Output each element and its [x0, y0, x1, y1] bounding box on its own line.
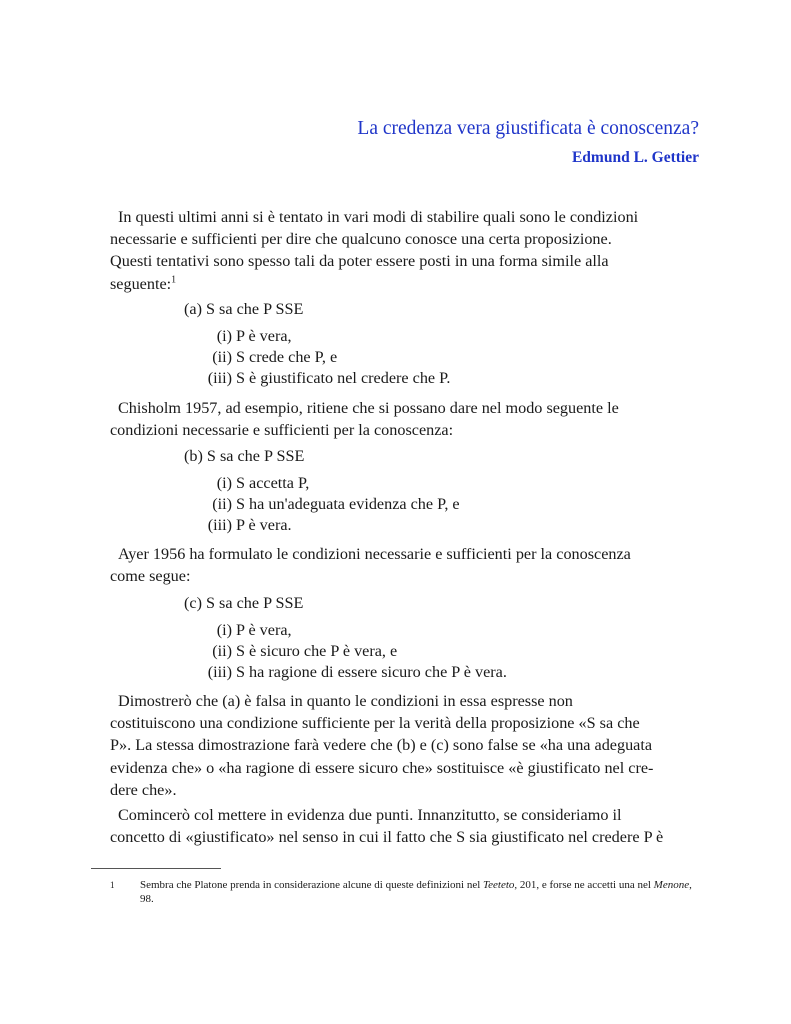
item-number: (i): [216, 327, 232, 345]
definition-b-item: [205, 515, 292, 535]
definition-c-item: [205, 641, 397, 661]
item-text: S ha ragione di essere sicuro che P è vera.: [236, 663, 507, 681]
item-text: S è sicuro che P è vera, e: [236, 642, 398, 660]
definition-a-item: [205, 368, 450, 388]
footnote-text: [140, 878, 700, 906]
definition-a-item: [205, 326, 292, 346]
text-line: Dimostrerò che (a) è falsa in quanto le condizioni in essa espresse non: [118, 692, 573, 710]
footnote-text-part: , 201, e forse ne accetti una nel: [514, 879, 654, 891]
definition-a-item: [205, 347, 337, 367]
chisholm-paragraph: [110, 397, 700, 441]
text-line: costituiscono una condizione sufficiente per la verità della proposizione «S sa che: [110, 714, 640, 733]
text-line: condizioni necessarie e sufficienti per la conoscenza:: [110, 421, 454, 440]
text-line: dere che».: [110, 780, 177, 799]
text-line: come segue:: [110, 567, 191, 586]
text-line: [110, 273, 700, 295]
item-number: (iii): [207, 369, 232, 387]
footnote-text-part: Sembra che Platone prenda in considerazione alcune di queste definizioni nel: [140, 879, 484, 891]
item-text: S crede che P, e: [236, 348, 338, 366]
points-paragraph: [110, 804, 700, 848]
definition-c-item: [205, 662, 507, 682]
text-line: evidenza che» o «ha ragione di essere sicuro che» sostituisce «è giustificato nel cre-: [110, 758, 654, 777]
definition-c-item: [205, 620, 292, 640]
definition-b-item: [205, 473, 309, 493]
article-title: La credenza vera giustificata è conoscenza?: [357, 118, 699, 139]
definition-b-item: [205, 494, 460, 514]
definition-c-heading: (c) S sa che P SSE: [184, 594, 304, 612]
text-line: concetto di «giustificato» nel senso in cui il fatto che S sia giustificato nel credere P è: [110, 828, 664, 847]
item-text: S accetta P,: [236, 474, 310, 492]
item-number: (ii): [212, 495, 232, 513]
footnote-work-title: Menone: [653, 879, 690, 891]
text-line: Chisholm 1957, ad esempio, ritiene che si possano dare nel modo seguente le: [118, 399, 619, 417]
text-line: Ayer 1956 ha formulato le condizioni necessarie e sufficienti per la conoscenza: [118, 545, 631, 563]
item-text: P è vera,: [236, 327, 292, 345]
item-number: (iii): [207, 516, 232, 534]
item-number: (i): [216, 474, 232, 492]
text-line: P». La stessa dimostrazione farà vedere che (b) e (c) sono false se «ha una adeguata: [110, 736, 653, 755]
text-line: Questi tentativi sono spesso tali da poter essere posti in una forma simile alla: [110, 252, 609, 271]
item-text: S è giustificato nel credere che P.: [236, 369, 451, 387]
footnote-work-title: Teeteto: [483, 879, 515, 891]
item-number: (ii): [212, 642, 232, 660]
footnote: [110, 878, 700, 906]
footnote-text-part: ,: [689, 879, 692, 891]
footnote-mark: 1: [110, 880, 115, 890]
item-number: (ii): [212, 348, 232, 366]
definition-b-heading: (b) S sa che P SSE: [184, 447, 305, 465]
article-author: Edmund L. Gettier: [571, 149, 699, 166]
text-line-content: seguente:: [110, 274, 172, 293]
item-text: P è vera,: [236, 621, 292, 639]
demonstration-paragraph: [110, 690, 700, 801]
ayer-paragraph: [110, 543, 700, 587]
footnote-reference[interactable]: 1: [171, 274, 177, 286]
item-text: P è vera.: [236, 516, 292, 534]
text-line: necessarie e sufficienti per dire che qualcuno conosce una certa proposizione.: [110, 230, 612, 249]
item-number: (iii): [207, 663, 232, 681]
footnote-separator: [91, 868, 221, 869]
footnote-text-part: 98.: [140, 893, 154, 905]
text-line: In questi ultimi anni si è tentato in vari modi di stabilire quali sono le condizioni: [118, 208, 639, 226]
item-number: (i): [216, 621, 232, 639]
text-line: Comincerò col mettere in evidenza due punti. Innanzitutto, se consideriamo il: [118, 806, 622, 824]
item-text: S ha un'adeguata evidenza che P, e: [236, 495, 460, 513]
definition-a-heading: (a) S sa che P SSE: [184, 300, 304, 318]
intro-paragraph: [110, 206, 700, 295]
